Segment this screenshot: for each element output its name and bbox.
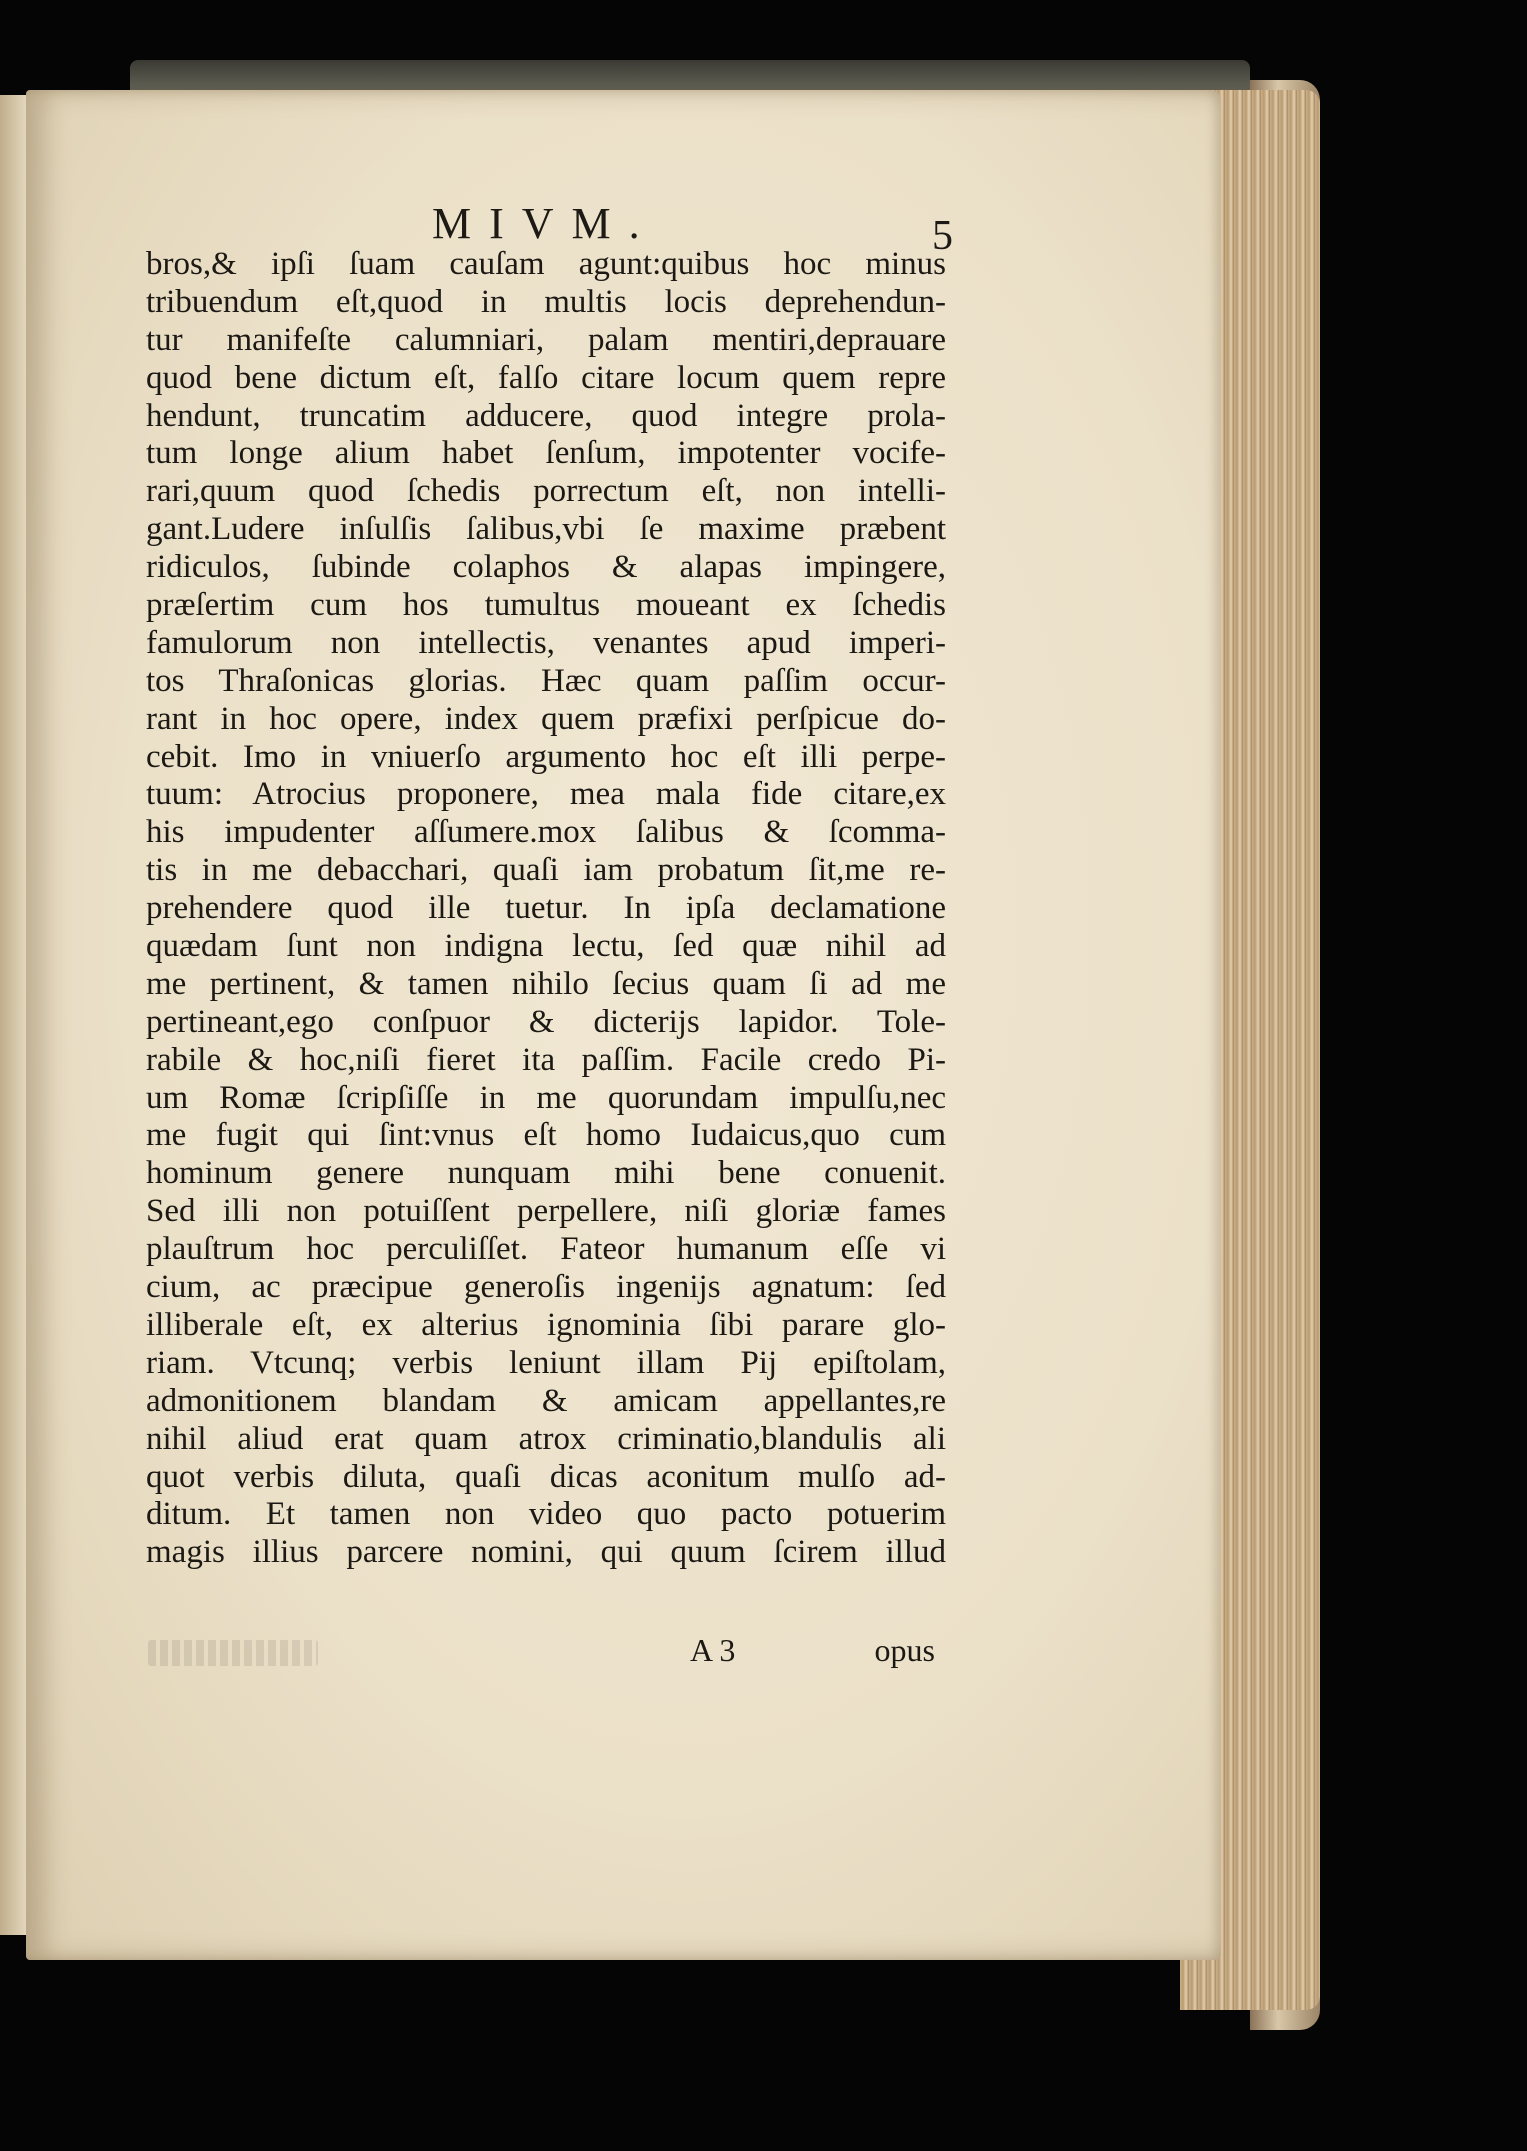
text-line: tribuendum eſt,quod in multis locis deprehendun- — [146, 283, 946, 320]
text-line: gant.Ludere inſulſis ſalibus,vbi ſe maxime præbent — [146, 511, 946, 548]
text-line: illiberale eſt, ex alterius ignominia ſibi parare glo- — [146, 1306, 946, 1343]
text-line: tis in me debacchari, quaſi iam probatum ſit,me re- — [146, 852, 946, 889]
text-line: nihil aliud erat quam atrox criminatio,blandulis ali — [146, 1420, 946, 1457]
text-line: tum longe alium habet ſenſum, impotenter vocife- — [146, 435, 946, 472]
text-line: me fugit qui ſint:vnus eſt homo Iudaicus,quo cum — [146, 1117, 946, 1154]
page-number: 5 — [932, 213, 953, 259]
catchword: opus — [874, 1632, 935, 1668]
text-line: tuum: Atrocius proponere, mea mala fide citare,ex — [146, 776, 946, 813]
signature-mark: A 3 — [690, 1632, 736, 1668]
text-line: ridiculos, ſubinde colaphos & alapas impingere, — [146, 549, 946, 586]
text-line: Sed illi non potuiſſent perpellere, niſi gloriæ fames — [146, 1193, 946, 1230]
text-line: me pertinent, & tamen nihilo ſecius quam ſi ad me — [146, 965, 946, 1002]
text-block — [146, 246, 946, 1572]
text-line: cebit. Imo in vniuerſo argumento hoc eſt illi perpe- — [146, 738, 946, 775]
running-head: MIVM. — [432, 199, 658, 248]
text-line: ditum. Et tamen non video quo pacto potuerim — [146, 1496, 946, 1533]
text-line: pertineant,ego conſpuor & dicterijs lapidor. Tole- — [146, 1003, 946, 1040]
text-line: tos Thraſonicas glorias. Hæc quam paſſim occur- — [146, 662, 946, 699]
facing-page-edge — [0, 95, 28, 1935]
text-line: hominum genere nunquam mihi bene conuenit. — [146, 1155, 946, 1192]
text-line: quædam ſunt non indigna lectu, ſed quæ nihil ad — [146, 928, 946, 965]
text-line: tur manifeſte calumniari, palam mentiri,deprauare — [146, 321, 946, 358]
text-line: his impudenter aſſumere.mox ſalibus & ſcomma- — [146, 814, 946, 851]
text-line: admonitionem blandam & amicam appellantes,re — [146, 1382, 946, 1419]
catchline — [690, 1632, 935, 1672]
ink-offset-mark — [148, 1640, 318, 1666]
text-line: rari,quum quod ſchedis porrectum eſt, non intelli- — [146, 473, 946, 510]
text-line: magis illius parcere nomini, qui quum ſcirem illud — [146, 1534, 946, 1571]
text-line: rant in hoc opere, index quem præfixi perſpicue do- — [146, 700, 946, 737]
text-line: riam. Vtcunq; verbis leniunt illam Pij epiſtolam, — [146, 1344, 946, 1381]
text-line: cium, ac præcipue generoſis ingenijs agnatum: ſed — [146, 1269, 946, 1306]
text-line: plauſtrum hoc perculiſſet. Fateor humanum eſſe vi — [146, 1231, 946, 1268]
text-line: quod bene dictum eſt, falſo citare locum quem repre — [146, 359, 946, 396]
text-line: prehendere quod ille tuetur. In ipſa declamatione — [146, 890, 946, 927]
text-line: præſertim cum hos tumultus moueant ex ſchedis — [146, 587, 946, 624]
text-line: rabile & hoc,niſi fieret ita paſſim. Facile credo Pi- — [146, 1041, 946, 1078]
text-line: hendunt, truncatim adducere, quod integre prola- — [146, 397, 946, 434]
text-line: bros,& ipſi ſuam cauſam agunt:quibus hoc minus — [146, 246, 946, 282]
text-line: quot verbis diluta, quaſi dicas aconitum mulſo ad- — [146, 1458, 946, 1495]
text-line: um Romæ ſcripſiſſe in me quorundam impulſu,nec — [146, 1079, 946, 1116]
text-line: famulorum non intellectis, venantes apud imperi- — [146, 624, 946, 661]
